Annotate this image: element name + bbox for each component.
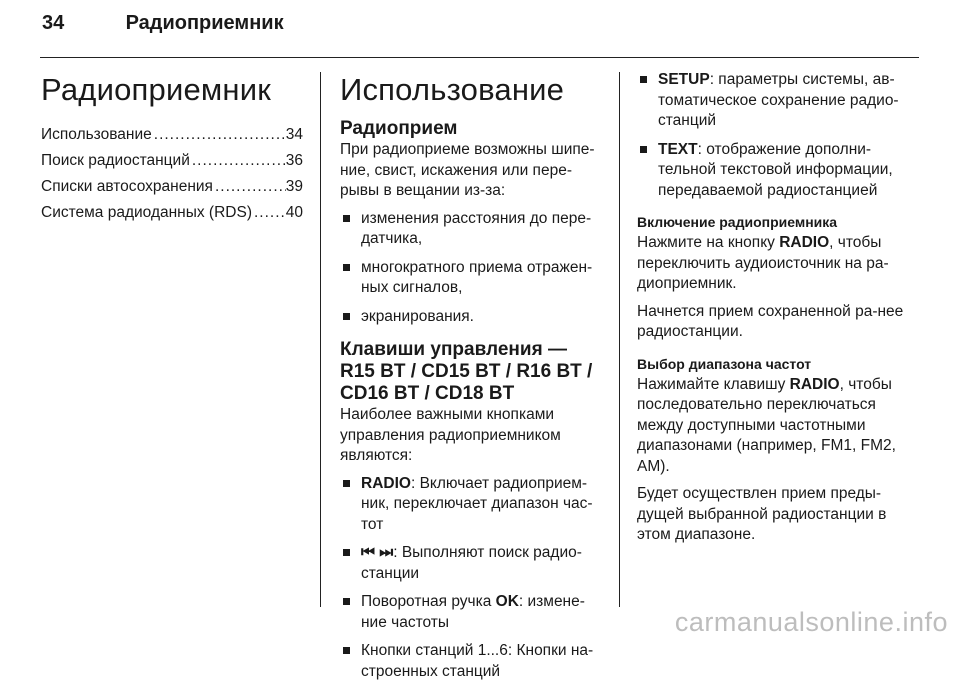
toc-page: 40 [285, 204, 303, 221]
header-title: Радиоприемник [125, 12, 284, 34]
heading-line: R15 BT / CD15 BT / R16 BT / [340, 361, 593, 382]
toc-label: Система радиоданных (RDS) [41, 204, 252, 221]
subheading-band-select: Выбор диапазона частот [637, 355, 812, 372]
list-item [340, 592, 604, 633]
right-column [637, 70, 915, 553]
key-label-radio: RADIO [361, 474, 411, 492]
paragraph: Будет осуществлен прием преды-дущей выбранной радиостанции в этом диапазоне. [637, 485, 887, 543]
paragraph: Наиболее важными кнопками управления радиоприемником являются: [340, 406, 561, 464]
section-title: Использование [340, 72, 565, 107]
heading-line: CD16 BT / CD18 BT [340, 383, 515, 404]
section-heading-controls [340, 339, 604, 405]
list-item [637, 140, 915, 202]
toc-page: 39 [285, 178, 303, 195]
header-rule [40, 57, 919, 58]
paragraph: Начнется прием сохраненной ра-нее радиостанции. [637, 302, 904, 340]
bullet-icon [343, 480, 350, 487]
toc-row[interactable] [41, 124, 303, 146]
seek-icon: ⏮ ⏭ [361, 544, 394, 561]
toc-label: Использование [41, 126, 152, 143]
controls-list [340, 474, 604, 683]
toc-page: 36 [285, 152, 303, 169]
text: , чтобы переключить аудиоисточник на ра-диоприемник. [637, 234, 889, 292]
list-item [340, 258, 604, 299]
list-item [340, 307, 604, 328]
list-item [340, 209, 604, 250]
list-item-text: Поворотная ручка [361, 593, 496, 610]
toc-row[interactable] [41, 150, 303, 172]
bullet-icon [343, 264, 350, 271]
controls-list-continued [637, 70, 915, 201]
toc-column [41, 73, 303, 228]
paragraph: При радиоприеме возможны шипе-ние, свист, искажения или пере-рывы в вещании из-за: [340, 141, 595, 199]
bullet-icon [343, 549, 350, 556]
chapter-title: Радиоприемник [41, 72, 272, 107]
toc-leader [190, 150, 286, 172]
bullet-icon [343, 647, 350, 654]
section-heading-radio-reception: Радиоприем [340, 118, 458, 139]
bullet-icon [343, 215, 350, 222]
text: Нажмите на кнопку [637, 234, 780, 251]
page-number: 34 [42, 12, 65, 34]
list-item-text: многократного приема отражен-ных сигналов, [361, 258, 593, 296]
text: , чтобы последовательно переключаться между доступными частотными диапазонами (например, FM1, FM2, AM). [637, 375, 896, 475]
key-label-setup: SETUP [658, 71, 710, 88]
list-item-text: экранирования. [361, 307, 474, 325]
key-label-ok: OK [495, 593, 519, 610]
list-item-text: изменения расстояния до пере-датчика, [361, 209, 592, 247]
column-divider-2 [619, 72, 620, 607]
list-item [340, 641, 604, 682]
paragraph [637, 375, 915, 478]
subheading-radio-on: Включение радиоприемника [637, 214, 838, 230]
toc-label: Списки автосохранения [41, 178, 213, 195]
toc-leader [213, 176, 286, 198]
list-item [340, 543, 604, 584]
key-label-text: TEXT [658, 140, 698, 158]
key-label-radio: RADIO [779, 234, 830, 251]
list-item [637, 70, 915, 132]
list-item-text: : Включает радиоприем-ник, переключает диапазон час-тот [361, 474, 593, 533]
bullet-icon [640, 146, 647, 153]
bullet-icon [343, 313, 350, 320]
toc-leader [152, 124, 286, 146]
list-item [340, 474, 604, 536]
list-item-text: : измене-ние частоты [361, 593, 585, 631]
toc-label: Поиск радиостанций [41, 152, 190, 169]
list-item-text: : отображение дополни-тельной текстовой информации, передаваемой радиостанцией [658, 140, 893, 199]
list-item-text: Кнопки станций 1...6: Кнопки на-строенных станций [361, 642, 594, 680]
toc-row[interactable] [41, 176, 303, 198]
toc-row[interactable] [41, 202, 303, 224]
main-column [340, 73, 604, 690]
watermark: carmanualsonline.info [674, 607, 948, 637]
toc-leader [252, 202, 286, 224]
paragraph [637, 233, 915, 295]
heading-line: Клавиши управления — [340, 339, 567, 360]
bullet-icon [343, 598, 350, 605]
toc-page: 34 [285, 126, 303, 143]
page-header [42, 12, 284, 35]
list-item-text: : параметры системы, ав-томатическое сохранение радио-станций [658, 71, 899, 129]
key-label-radio: RADIO [789, 375, 840, 393]
bullet-list [340, 209, 604, 328]
list-item-text: : Выполняют поиск радио-станции [361, 544, 582, 582]
text: Нажимайте клавишу [637, 375, 790, 393]
column-divider-1 [320, 72, 321, 607]
bullet-icon [640, 76, 647, 83]
